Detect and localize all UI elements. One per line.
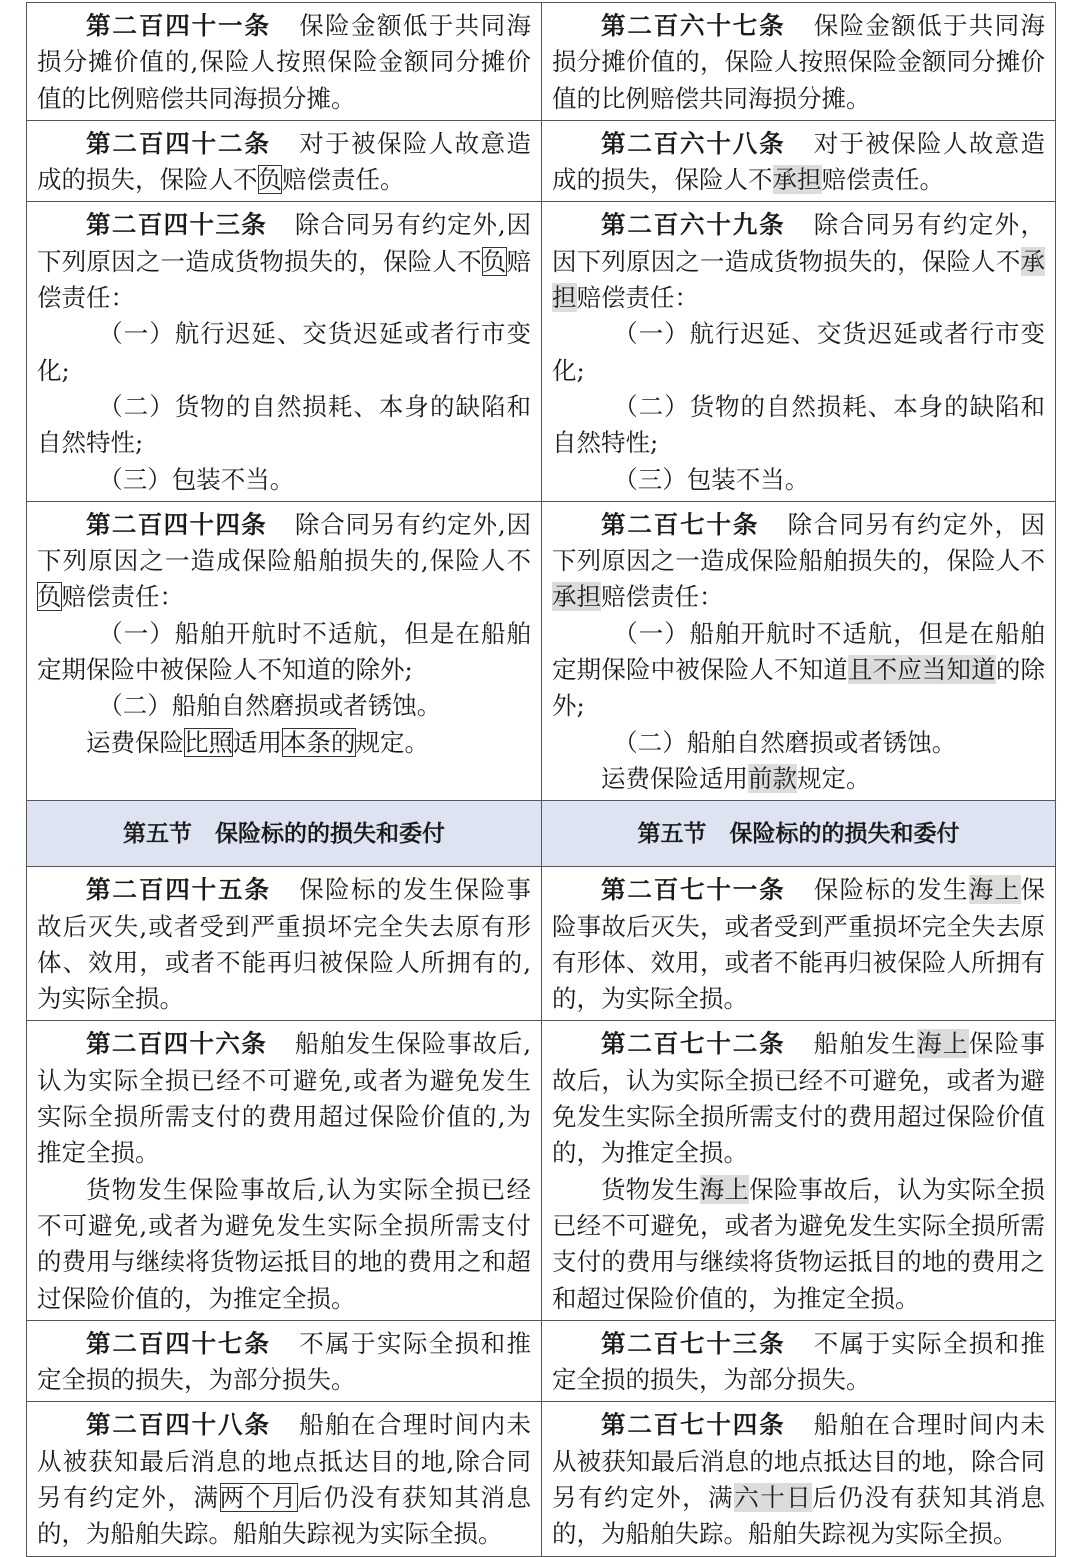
boxed-term: 比照	[184, 727, 233, 757]
text-segment: 后仍没有获知其消息的，为船舶失踪。船舶失踪视为实际全损。	[37, 1482, 532, 1549]
text-segment: 赔偿责任。	[282, 165, 405, 195]
article-row	[27, 1320, 1056, 1402]
text-segment: 除合同另有约定外，因下列原因之一造成货物损失的，保险人不	[552, 210, 1046, 276]
text-segment: 适用	[233, 727, 282, 757]
section-title: 第五节 保险标的的损失和委付	[123, 820, 445, 847]
article-row	[27, 501, 1056, 800]
text-segment: （一）航行迟延、交货迟延或者行市变化;	[37, 319, 531, 385]
article-paragraph	[37, 1407, 531, 1552]
text-segment: 保险事故后灭失，或者受到严重损坏完全失去原有形体、效用，或者不能再归被保险人所拥有的，为实际全损。	[552, 875, 1046, 1014]
paragraph	[37, 616, 531, 689]
cell-left	[27, 202, 542, 501]
article-paragraph	[552, 8, 1045, 117]
article-row	[27, 1402, 1056, 1556]
article-number: 第二百七十一条	[601, 875, 786, 905]
highlighted-change: 六十日	[734, 1482, 813, 1512]
text-segment: 船舶发生	[812, 1029, 918, 1059]
paragraph	[37, 725, 531, 761]
highlighted-change: 前款	[748, 763, 797, 793]
paragraph	[552, 616, 1045, 725]
text-segment: 保险金额低于共同海损分摊价值的,保险人按照保险金额同分摊价值的比例赔偿共同海损分摊。	[37, 11, 532, 113]
text-segment: （二）货物的自然损耗、本身的缺陷和自然特性;	[37, 391, 531, 458]
text-segment: （二）船舶自然磨损或者锈蚀。	[613, 727, 957, 757]
article-row	[27, 120, 1056, 202]
paragraph	[552, 725, 1045, 761]
text-segment: 船舶在合理时间内未从被获知最后消息的地点抵达目的地,除合同另有约定外，满	[37, 1410, 532, 1512]
text-segment: 运费保险适用	[601, 763, 748, 793]
highlighted-change: 海上	[968, 875, 1021, 905]
highlighted-change: 承担	[552, 246, 1045, 313]
article-number: 第二百四十五条	[86, 875, 271, 905]
text-segment: 保险标的发生	[812, 875, 969, 905]
section-row	[27, 801, 1056, 867]
article-paragraph	[37, 8, 531, 117]
section-title: 第五节 保险标的的损失和委付	[637, 820, 960, 847]
article-row	[27, 867, 1056, 1021]
law-comparison-table	[26, 2, 1056, 1557]
article-number: 第二百四十一条	[86, 11, 271, 40]
text-segment: 保险标的发生保险事故后灭失,或者受到严重损坏完全失去原有形体、效用，或者不能再归被保险人所拥有的,为实际全损。	[37, 875, 532, 1014]
text-segment: 船舶发生保险事故后,认为实际全损已经不可避免,或者为避免发生实际全损所需支付的费用超过保险价值的,为推定全损。	[37, 1029, 532, 1168]
article-paragraph	[552, 207, 1045, 316]
text-segment: 保险事故后，认为实际全损已经不可避免，或者为避免发生实际全损所需支付的费用超过保险价值的，为推定全损。	[552, 1029, 1046, 1168]
text-segment: （三）包装不当。	[613, 464, 810, 494]
text-segment: 不属于实际全损和推定全损的损失，为部分损失。	[552, 1328, 1046, 1395]
paragraph	[37, 316, 531, 389]
cell-right	[542, 501, 1056, 800]
text-segment: 规定。	[797, 763, 871, 793]
cell-left	[27, 3, 542, 121]
text-segment: 对于被保险人故意造成的损失，保险人不	[37, 128, 532, 195]
article-number: 第二百四十三条	[86, 210, 268, 240]
text-segment: 除合同另有约定外,因下列原因之一造成保险船舶损失的,保险人不	[37, 509, 532, 576]
text-segment: 运费保险	[86, 727, 184, 757]
article-paragraph	[552, 126, 1045, 199]
text-segment: 船舶在合理时间内未从被获知最后消息的地点抵达目的地，除合同另有约定外，满	[552, 1410, 1046, 1512]
text-segment: 对于被保险人故意造成的损失，保险人不	[552, 128, 1046, 195]
article-number: 第二百四十六条	[86, 1029, 268, 1059]
text-segment: 赔偿责任：	[576, 283, 699, 313]
cell-left	[27, 1402, 542, 1556]
text-segment: 赔偿责任：	[601, 582, 724, 612]
comparison-document	[26, 2, 1055, 1557]
article-paragraph	[37, 507, 531, 616]
cell-left	[27, 867, 542, 1021]
cell-left	[27, 501, 542, 800]
text-segment: 赔偿责任：	[37, 246, 532, 313]
boxed-term: 负	[481, 246, 507, 276]
article-number: 第二百七十四条	[601, 1410, 786, 1440]
text-segment: 保险金额低于共同海损分摊价值的，保险人按照保险金额同分摊价值的比例赔偿共同海损分摊。	[552, 11, 1046, 113]
cell-right	[542, 120, 1056, 202]
article-row	[27, 1021, 1056, 1320]
article-paragraph	[552, 872, 1045, 1017]
cell-left	[27, 801, 542, 867]
highlighted-change: 承担	[552, 582, 601, 612]
article-paragraph	[552, 1407, 1045, 1552]
boxed-term: 两个月	[219, 1482, 298, 1512]
text-segment: （三）包装不当。	[98, 464, 295, 494]
text-segment: 赔偿责任：	[61, 582, 184, 612]
article-number: 第二百四十四条	[86, 509, 268, 539]
cell-right	[542, 1402, 1056, 1556]
text-segment: 货物发生	[601, 1174, 700, 1204]
text-segment: 保险事故后，认为实际全损已经不可避免，或者为避免发生实际全损所需支付的费用与继续将货物运抵目的地的费用之和超过保险价值的，为推定全损。	[552, 1174, 1046, 1313]
cell-right	[542, 1320, 1056, 1402]
text-segment: 的除外;	[552, 655, 1046, 721]
cell-right	[542, 3, 1056, 121]
text-segment: 规定。	[355, 727, 429, 757]
article-paragraph	[37, 1326, 531, 1399]
paragraph	[552, 1172, 1045, 1317]
highlighted-change: 且不应当知道	[847, 655, 996, 685]
cell-right	[542, 867, 1056, 1021]
paragraph	[552, 389, 1045, 462]
boxed-term: 本条的	[282, 727, 356, 757]
table-body	[27, 3, 1056, 1557]
paragraph	[37, 389, 531, 462]
cell-right	[542, 202, 1056, 501]
article-number: 第二百七十条	[601, 509, 760, 539]
paragraph	[552, 761, 1045, 797]
article-paragraph	[37, 872, 531, 1017]
paragraph	[37, 462, 531, 498]
article-number: 第二百四十八条	[86, 1410, 271, 1440]
text-segment: 后仍没有获知其消息的，为船舶失踪。船舶失踪视为实际全损。	[552, 1482, 1046, 1549]
boxed-term: 负	[37, 582, 62, 612]
article-number: 第二百七十三条	[601, 1328, 786, 1358]
text-segment: 除合同另有约定外,因下列原因之一造成货物损失的，保险人不	[37, 210, 532, 276]
text-segment: （一）航行迟延、交货迟延或者行市变化;	[552, 319, 1045, 385]
highlighted-change: 承担	[772, 165, 822, 195]
article-paragraph	[552, 1026, 1045, 1171]
cell-left	[27, 120, 542, 202]
article-number: 第二百四十七条	[86, 1328, 271, 1358]
paragraph	[37, 688, 531, 724]
text-segment: （二）货物的自然损耗、本身的缺陷和自然特性;	[552, 391, 1045, 458]
article-number: 第二百六十七条	[601, 11, 786, 40]
article-number: 第二百七十二条	[601, 1029, 786, 1059]
text-segment: 不属于实际全损和推定全损的损失，为部分损失。	[37, 1328, 532, 1395]
cell-right	[542, 801, 1056, 867]
text-segment: 赔偿责任。	[821, 165, 944, 195]
highlighted-change: 海上	[917, 1029, 969, 1059]
article-number: 第二百四十二条	[86, 128, 271, 158]
paragraph	[37, 1172, 531, 1317]
paragraph	[552, 462, 1045, 498]
text-segment: 除合同另有约定外，因下列原因之一造成保险船舶损失的，保险人不	[552, 509, 1046, 576]
text-segment: （一）船舶开航时不适航，但是在船舶定期保险中被保险人不知道	[552, 618, 1045, 685]
boxed-term: 负	[257, 165, 282, 195]
article-row	[27, 202, 1056, 501]
article-paragraph	[552, 507, 1045, 616]
paragraph	[552, 316, 1045, 389]
text-segment: （二）船舶自然磨损或者锈蚀。	[98, 691, 442, 721]
text-segment: （一）船舶开航时不适航，但是在船舶定期保险中被保险人不知道的除外;	[37, 618, 531, 685]
article-row	[27, 3, 1056, 121]
article-paragraph	[37, 1026, 531, 1171]
article-paragraph	[37, 207, 531, 316]
article-number: 第二百六十八条	[601, 128, 786, 158]
article-paragraph	[552, 1326, 1045, 1399]
article-paragraph	[37, 126, 531, 199]
text-segment: 货物发生保险事故后,认为实际全损已经不可避免,或者为避免发生实际全损所需支付的费用与继续将货物运抵目的地的费用之和超过保险价值的，为推定全损。	[37, 1174, 531, 1313]
cell-left	[27, 1320, 542, 1402]
cell-right	[542, 1021, 1056, 1320]
cell-left	[27, 1021, 542, 1320]
article-number: 第二百六十九条	[601, 210, 786, 240]
highlighted-change: 海上	[699, 1174, 750, 1204]
